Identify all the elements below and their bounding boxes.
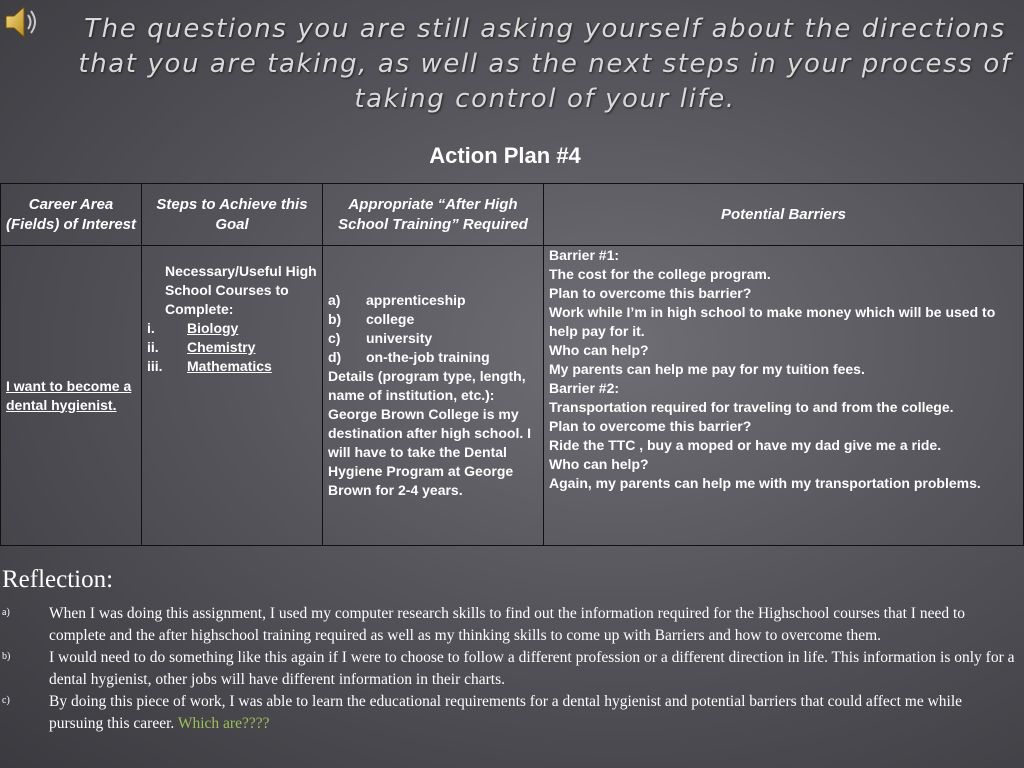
barrier-line: My parents can help me pay for my tuition fees. xyxy=(549,361,865,377)
reflection-text-body: By doing this piece of work, I was able to learn the educational requirements for a dental hygienist and potential barriers that could affect me while pursuing this career. xyxy=(49,693,963,732)
list-item xyxy=(328,348,538,367)
action-plan-table xyxy=(0,183,1024,546)
list-item xyxy=(147,338,317,357)
list-item xyxy=(328,310,538,329)
option-label: on-the-job training xyxy=(366,349,490,365)
course-number: ii. xyxy=(147,339,159,355)
barrier-line: Plan to overcome this barrier? xyxy=(549,418,752,434)
barriers-cell xyxy=(544,246,1024,546)
reflection-text xyxy=(49,691,1024,735)
barrier-line: Barrier #1: xyxy=(549,247,620,263)
item-marker: b) xyxy=(2,651,11,662)
list-item xyxy=(147,357,317,376)
barrier-line: Transportation required for traveling to and from the college. xyxy=(549,399,954,415)
list-item xyxy=(328,291,538,310)
steps-intro: Necessary/Useful High School Courses to Complete: xyxy=(165,263,317,317)
option-number: c) xyxy=(328,330,341,346)
option-label: university xyxy=(366,330,433,346)
course-list xyxy=(147,319,317,376)
list-item xyxy=(0,691,1024,735)
highlighted-question: Which are???? xyxy=(177,715,270,732)
list-item xyxy=(147,319,317,338)
list-item xyxy=(328,329,538,348)
action-plan-title: Action Plan #4 xyxy=(429,143,581,168)
steps-cell xyxy=(142,246,323,546)
barrier-line: Who can help? xyxy=(549,456,649,472)
career-cell xyxy=(1,246,142,546)
list-item xyxy=(0,647,1024,691)
course-link-biology[interactable]: Biology xyxy=(187,320,239,336)
course-link-chemistry[interactable]: Chemistry xyxy=(187,339,256,355)
header-steps: Steps to Achieve this Goal xyxy=(142,184,323,246)
career-link[interactable]: I want to become a dental hygienist. xyxy=(6,377,132,413)
speaker-icon[interactable] xyxy=(2,2,42,42)
list-item xyxy=(0,603,1024,647)
barrier-line: The cost for the college program. xyxy=(549,266,771,282)
barrier-line: Ride the TTC , buy a moped or have my dad give me a ride. xyxy=(549,437,942,453)
option-number: a) xyxy=(328,292,341,308)
barrier-line: Plan to overcome this barrier? xyxy=(549,285,752,301)
training-cell xyxy=(323,246,544,546)
reflection-text xyxy=(49,647,1024,691)
reflection-text xyxy=(49,603,1024,647)
header-career: Career Area (Fields) of Interest xyxy=(1,184,142,246)
course-number: iii. xyxy=(147,358,163,374)
barrier-line: Work while I’m in high school to make money which will be used to help pay for it. xyxy=(549,304,996,339)
reflection-text-body: When I was doing this assignment, I used my computer research skills to find out the information required for the Highschool courses that I need to complete and the after highschool training required as well as my thinking skills to come up with Barriers and how to overcome them. xyxy=(49,605,966,644)
table-row xyxy=(1,246,1024,546)
option-label: apprenticeship xyxy=(366,292,466,308)
barrier-line: Who can help? xyxy=(549,342,649,358)
slide-title: The questions you are still asking yourself about the directions that you are taking, as well as the next steps in your process of taking control of your life. xyxy=(78,14,1012,114)
reflection-list xyxy=(0,603,1024,735)
item-marker: a) xyxy=(2,607,10,618)
option-number: b) xyxy=(328,311,342,327)
option-number: d) xyxy=(328,349,342,365)
reflection-text-body: I would need to do something like this again if I were to choose to follow a different profession or a different direction in life. This information is only for a dental hygienist, other jobs will have different information in their charts. xyxy=(49,649,1015,688)
training-details: Details (program type, length, name of institution, etc.): George Brown College is my destination after high school. I will have to take the Dental Hygiene Program at George Brown for 2-4 years. xyxy=(328,368,532,498)
item-marker: c) xyxy=(2,695,10,706)
course-number: i. xyxy=(147,320,155,336)
barrier-line: Again, my parents can help me with my transportation problems. xyxy=(549,475,981,491)
option-label: college xyxy=(366,311,415,327)
course-link-mathematics[interactable]: Mathematics xyxy=(187,358,272,374)
header-barriers: Potential Barriers xyxy=(544,184,1024,246)
reflection-heading: Reflection: xyxy=(2,566,114,593)
barrier-line: Barrier #2: xyxy=(549,380,620,396)
table-header-row xyxy=(1,184,1024,246)
header-training: Appropriate “After High School Training” Required xyxy=(323,184,544,246)
